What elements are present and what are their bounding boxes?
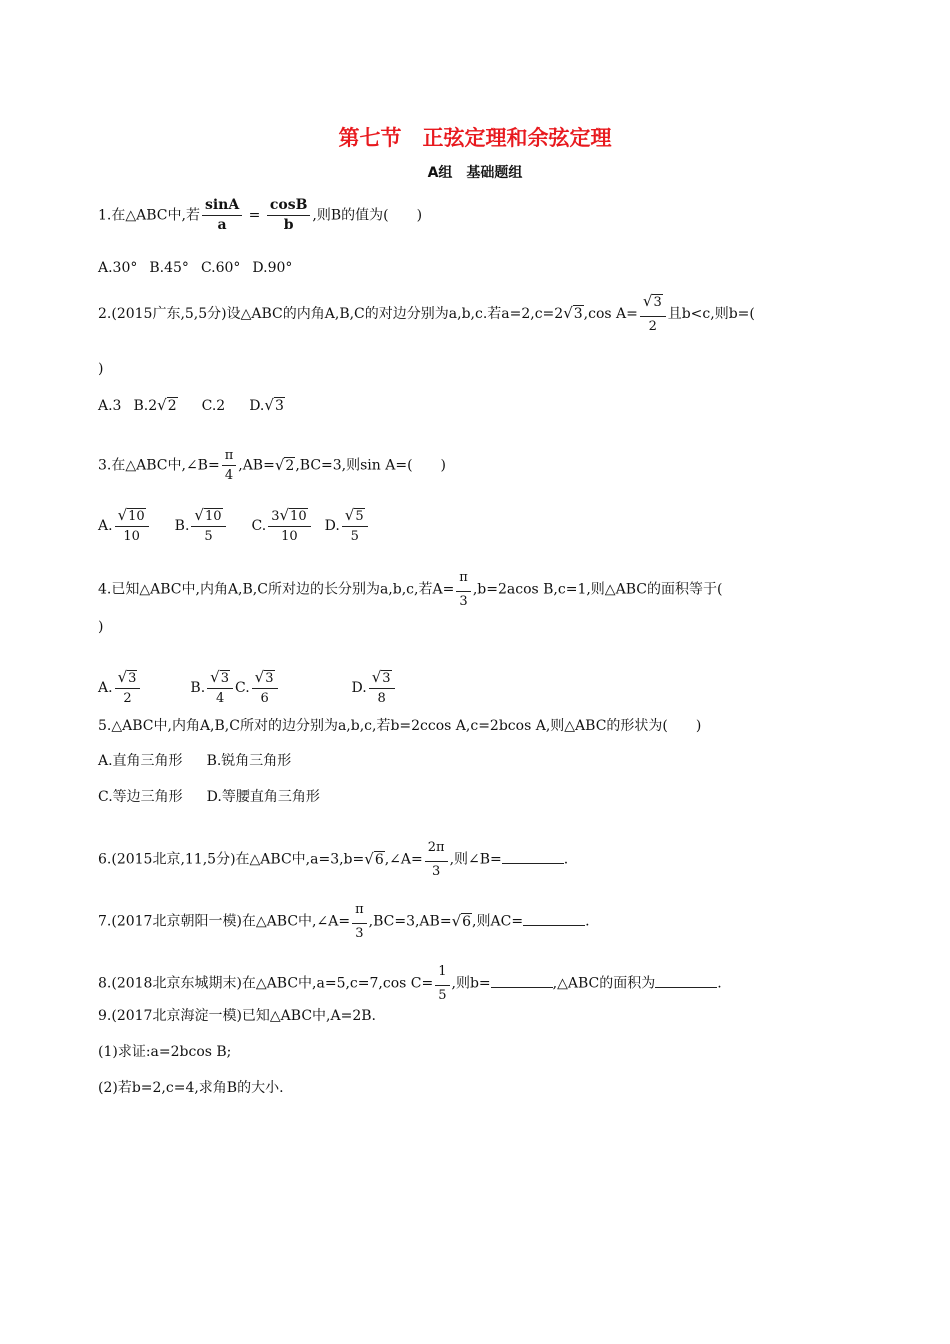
q3-sqrt-2: √2: [274, 455, 295, 474]
q6-answer-blank[interactable]: [502, 851, 564, 864]
q2-option-c: C.2: [201, 398, 226, 414]
q1-equals: =: [248, 207, 261, 224]
q7-sqrt-6: √6: [451, 911, 472, 930]
q9-part-2: (2)若b=2,c=4,求角B的大小.: [98, 1080, 284, 1096]
question-9: 9.(2017北京海淀一模)已知△ABC中,A=2B.: [98, 1008, 376, 1024]
q5-option-a: A.直角三角形: [98, 753, 183, 769]
q7-period: .: [585, 913, 590, 930]
question-8: [98, 964, 722, 1003]
q3-stem-mid: ,AB=: [238, 457, 275, 474]
q2-sqrt-3: √3: [563, 304, 583, 322]
q1-option-c: C.60°: [200, 260, 241, 276]
q3-stem-end: ,BC=3,则sin A=( ): [295, 457, 447, 474]
q5-options-row-1: [98, 753, 291, 769]
q2-stem-mid: ,cos A=: [583, 306, 638, 322]
q8-fraction-1-over-5: $\frac{1}{5}$: [435, 964, 449, 1003]
q6-period: .: [563, 851, 569, 868]
question-4: [98, 570, 722, 609]
page-title: 第七节 正弦定理和余弦定理: [338, 126, 612, 150]
q4-fraction-pi-over-3: $\frac{\pi}{3}$: [456, 570, 471, 609]
q9-part-1: (1)求证:a=2bcos B;: [98, 1044, 232, 1060]
q5-option-b: B.锐角三角形: [206, 753, 292, 769]
question-5: 5.△ABC中,内角A,B,C所对的边分别为a,b,c,若b=2ccos A,c=2bcos A,则△ABC的形状为( ): [98, 718, 702, 734]
q8-stem-mid2: ,△ABC的面积为: [552, 975, 656, 992]
q8-period: .: [717, 975, 722, 992]
q3-options: [98, 508, 370, 544]
q5-option-d: D.等腰直角三角形: [206, 789, 320, 805]
q7-stem-end: ,则AC=: [472, 913, 524, 930]
q1-stem-end: ,则B的值为( ): [312, 207, 423, 224]
q4-option-d: D. $\frac{√3}{8}$: [352, 680, 397, 696]
q4-option-a: A. $\frac{√3}{2}$: [98, 680, 142, 696]
question-3: [98, 448, 446, 483]
q2-option-a: A.3: [98, 398, 122, 414]
q1-option-d: D.90°: [252, 260, 293, 276]
q4-stem-start: 4.已知△ABC中,内角A,B,C所对边的长分别为a,b,c,若A=: [98, 581, 455, 598]
q3-option-b: B. $\frac{√10}{5}$: [175, 518, 228, 534]
q2-stem-start: 2.(2015广东,5,5分)设△ABC的内角A,B,C的对边分别为a,b,c.若a=2,c=2: [98, 306, 564, 322]
q1-option-a: A.30°: [98, 260, 138, 276]
q3-stem-start: 3.在△ABC中,∠B=: [98, 457, 220, 474]
q6-stem-end: ,则∠B=: [449, 851, 502, 868]
q8-answer-blank-b[interactable]: [491, 975, 553, 988]
q3-option-a: A. $\frac{√10}{10}$: [98, 518, 151, 534]
q3-option-d: D. $\frac{√5}{5}$: [325, 518, 370, 534]
q7-stem-mid: ,BC=3,AB=: [368, 913, 452, 930]
question-6: [98, 840, 568, 879]
q5-option-c: C.等边三角形: [98, 789, 183, 805]
q6-stem-mid: ,∠A=: [384, 851, 423, 868]
q4-stem-end: ,b=2acos B,c=1,则△ABC的面积等于(: [472, 581, 723, 598]
q2-option-b: B.2√2: [133, 396, 177, 414]
q2-fraction-sqrt3-over-2: $\frac{√3}{2}$: [640, 294, 666, 334]
q8-answer-blank-area[interactable]: [655, 975, 717, 988]
q7-fraction-pi-over-3: $\frac{\pi}{3}$: [352, 902, 367, 941]
q8-stem-start: 8.(2018北京东城期末)在△ABC中,a=5,c=7,cos C=: [98, 975, 434, 992]
q4-close-paren: ): [98, 619, 104, 635]
q5-options-row-2: [98, 789, 320, 805]
question-1: [98, 198, 422, 233]
q1-fraction-cosb-b: $\frac{\cos B}{b}$: [267, 198, 311, 233]
q4-option-b: B. $\frac{√3}{4}$: [190, 680, 235, 696]
q7-stem-start: 7.(2017北京朝阳一模)在△ABC中,∠A=: [98, 913, 351, 930]
q3-option-c: C. $\frac{3√10}{10}$: [252, 518, 313, 534]
question-7: [98, 902, 590, 941]
q1-fraction-sina-a: $\frac{\sin A}{a}$: [202, 198, 242, 233]
q7-answer-blank[interactable]: [523, 913, 585, 926]
q3-fraction-pi-over-4: $\frac{\pi}{4}$: [222, 448, 237, 483]
q6-stem-start: 6.(2015北京,11,5分)在△ABC中,a=3,b=: [98, 851, 365, 868]
q6-fraction-2pi-over-3: $\frac{2\pi}{3}$: [425, 840, 448, 879]
q8-stem-mid: ,则b=: [451, 975, 491, 992]
q1-options: [98, 260, 292, 276]
group-title: A组 基础题组: [427, 165, 523, 181]
question-2: [98, 294, 755, 334]
q2-options: [98, 397, 285, 414]
q1-option-b: B.45°: [149, 260, 189, 276]
q2-close-paren: ): [98, 361, 104, 377]
q4-option-c: C. $\frac{√3}{6}$: [235, 680, 280, 696]
q6-sqrt-6: √6: [364, 849, 384, 868]
q1-stem-start: 1.在△ABC中,若: [98, 207, 200, 224]
q2-option-d: D.√3: [249, 396, 284, 414]
q4-options: [98, 670, 397, 706]
q2-stem-end: 且b<c,则b=(: [667, 306, 755, 322]
